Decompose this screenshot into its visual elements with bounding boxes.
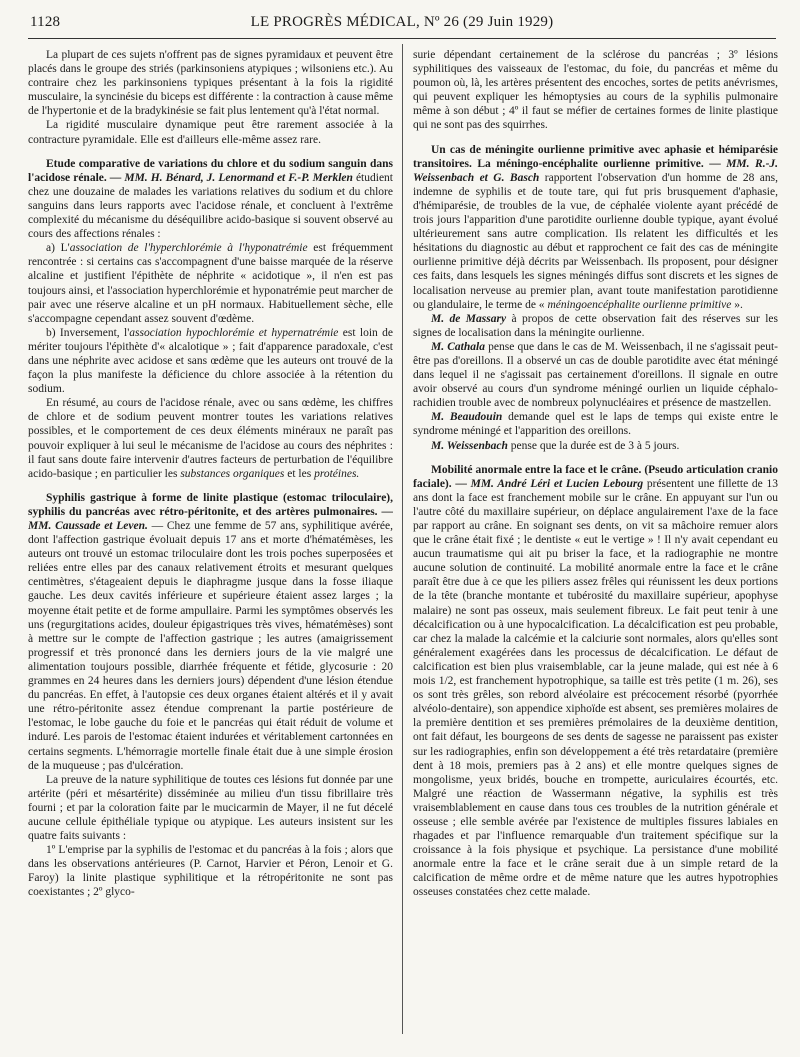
section-text: étudient chez une douzaine de malades les variations relatives du sodium et du chlore sanguins dans leurs rapports avec l'acidose rénale, et concluent à l'extrême complexité du mécanisme du déséquilibre acido-basique si souvent observé au cours des affections rénales : [28, 171, 393, 241]
section-authors: MM. H. Bénard, J. Lenormand et F.-P. Merklen [124, 171, 353, 184]
section-title: Mobilité anormale entre la face et le crâne. (Pseudo articulation cranio faciale). — [413, 463, 778, 490]
section-mobilite-anormale [413, 463, 778, 900]
paragraph: surie dépendant certainement de la sclérose du pancréas ; 3º lésions syphilitiques des vaisseaux de l'estomac, du foie, du pancréas et même du poumon où, là, les artères présentent des encoches, sortes de petits anévrismes, qui peuvent expliquer les hémoptysies au cours de la syphilis pulmonaire même à son début ; 4º il faut se méfier de certaines formes de linite plastique qui ne sont pas des squirrhes. [413, 49, 778, 132]
section-syphilis-gastrique [28, 491, 393, 773]
section-text: — Chez une femme de 57 ans, syphilitique avérée, dont l'affection gastrique évoluait depuis 17 ans et morte d'hématémèses, les auteurs ont trouvé un estomac triloculaire dont les trois poches superposées et reliées entre elles par des canaux relativement étroits et mesurant quelques centimètres, s'étageaient depuis le diaphragme jusque dans la fosse iliaque gauche. Les deux cavités inférieure et supérieure étaient assez larges ; la moyenne était petite et de forme ampullaire. Parmi les symptômes observés les uns (regurgitations acides, douleur épigastriques très vives, hématémèses) sont à mettre sur le compte de l'affection gastrique ; les autres (amaigrissement progressif et très prononcé dans les derniers jours de la vie malgré une alimentation toujours possible, diarrhée fréquente et fétide, glycosurie : 20 grammes en 24 heures dans les derniers jours) dépendent d'une lésion étendue du pancréas. En effet, à l'autopsie ces deux organes étaient altérés et il y avait une rétro-péritonite assez étendue comprenant la partie postérieure de l'estomac, le lobe gauche du foie et le pancréas qui était réduit de volume et induré. Les parois de l'estomac étaient indurées et véritablement cartonnées en certains segments. L'hémorragie mortelle finale était due à une simple érosion de la muqueuse ; pas d'ulcération. [28, 520, 393, 772]
section-text: rapportent l'observation d'un homme de 28 ans, indemne de syphilis et de toute tare, qui fut pris brusquement d'aphasie, d'hémiparésie, de troubles de la vue, de céphalée violente ayant précédé de trois jours l'apparition d'une parotidite ourlienne double typique, ayant évolué ultérieurement sans autre complication. Ils relatent les difficultés et les hésitations du diagnostic au début et rapprochent ce fait des cas de méningite ourlienne primitive déjà décrits par Weissenbach. Ils proposent, pour désigner ces faits, dans lesquels les signes méningés diffus sont discrets et les signes de localisation nerveuse au premier plan, avant toute manifestation parotidienne ou glandulaire, le terme de « [413, 171, 778, 311]
paragraph: 1º L'emprise par la syphilis de l'estomac et du pancréas à la fois ; alors que dans les observations antérieures (P. Carnot, Harvier et Péron, Lenoir et G. Faroy) la linite plastique syphilitique et la rétropéritonite ne sont pas coexistantes ; 2º glyco- [28, 844, 393, 899]
discussion-paragraph: M. Weissenbach pense que la durée est de 3 à 5 jours. [431, 439, 680, 452]
page-number: 1128 [30, 14, 61, 30]
section-title: Syphilis gastrique à forme de linite plastique (estomac triloculaire), syphilis du pancréas avec rétro-péritonite, et des artères pulmonaires. — [28, 491, 393, 518]
section-text: présentent une fillette de 13 ans dont la face est franchement mobile sur le crâne. En appuyant sur l'un ou l'autre côté du maxillaire supérieur, on déplace angulairement l'axe de la face par rapport au crâne. En soignant ses dents, on vit sa mâchoire remuer alors que le crâne était fixé ; le dentiste « eut le vertige » ! Il n'y avait cependant eu aucun traumatisme qui ait pu briser la face, et la radiographie ne montre aucune solution de continuité. La mobilité anormale entre la face et le crâne paraît être due à ce que les piliers assez frêles qui réunissent les deux portions de la tête (branche montante et tubérosité du maxillaire supérieur, apophyse malaire) ne sont pas osseux, mais seulement fibreux. Le fait peut tenir à une décalcification ou à une hypocalcification. La décalcification est peu probable, car chez la malade la calcémie et la calciurie sont normales, alors qu'elles sont généralement exagérées dans les processus de décalcification. Le défaut de calcification est bien plus vraisemblable, car la jeune malade, qui est née à 6 mois 1/2, est franchement hypotrophique, sa taille est très petite (1 m. 26), ses os sont très grêles, son rebord alvéolaire est précocement résorbé (pyorrhée alvéolo-dentaire), son appendice xiphoïde est absent, ses premières molaires de la première dentition et ses premières prémolaires de la deuxième dentition, ont fait défaut, les bourgeons de ses dents de sagesse ne paraissent pas exister sur les radiographies, enfin son développement a été très retardataire (première dent à 18 mois, premiers pas à 2 ans) et elle montre quelques signes de mongolisme, yeux bridés, bouche en trompette, auriculaires écourtés, etc. Malgré une réaction de Wassermann négative, la syphilis est très vraisemblablement en cause dans tous ces troubles de la nutrition générale et osseuse ; elle semble avérée par l'existence de multiples fissures labiales en rhagades et par l'influence remarquable d'un traitement spécifique sur la croissance à la fois physique et psychique. La persistance d'une mobilité anormale entre la face et le crâne serait due à un simple retard de la calcification de même ordre et de même nature que les autres hypotrophies osseuses constatées chez cette malade. [413, 477, 778, 899]
paragraph: b) Inversement, l'association hypochlorémie et hypernatrémie est loin de mériter toujours l'épithète d'« alcalotique » ; fait d'apparence paradoxale, c'est dans une néphrite avec acidose et sans œdème que les auteurs ont trouvé de la façon la plus manifeste la déficience du chlore associée à la rétention du sodium. [28, 326, 393, 396]
page-header [30, 12, 774, 34]
paragraph: a) L'association de l'hyperchlorémie à l'hyponatrémie est fréquemment rencontrée : si certains cas s'accompagnent d'une baisse marquée de la réserve alcaline et justifient l'épithète de néphrite « acidotique », il n'en est pas toujours ainsi, et l'association hyperchlorémie et hyponatrémie peut marcher de pair avec une réserve alcaline et un pH normaux. Habituellement sèche, elle s'accompagne cependant assez souvent d'œdème. [28, 242, 393, 325]
section-title: Un cas de méningite ourlienne primitive avec aphasie et hémiparésie transitoires. La méningo-encéphalite ourlienne primitive. — [413, 143, 778, 170]
paragraph: La rigidité musculaire dynamique peut être rarement associée à la contracture pyramidale. Elle est d'ailleurs elle-même assez rare. [28, 119, 393, 146]
speaker-name: M. de Massary [431, 312, 507, 325]
section-authors: MM. Caussade et Leven. [28, 520, 148, 532]
left-column [28, 48, 393, 1038]
section-title: Etude comparative de variations du chlore et du sodium sanguin dans l'acidose rénale. — [28, 157, 393, 184]
speaker-name: M. Beaudouin [431, 411, 503, 424]
paragraph: La preuve de la nature syphilitique de toutes ces lésions fut donnée par une artérite (péri et mésartérite) disséminée au milieu d'un tissu fibrillaire très fourni ; et par la coloration faite par le mucicarmin de Mayer, il ne fut décelé aucune cellule épithéliale typique ou atypique. Les auteurs insistent sur les quatre faits suivants : [28, 773, 393, 843]
paragraph: En résumé, au cours de l'acidose rénale, avec ou sans œdème, les chiffres de chlore et de sodium peuvent montrer toutes les variations relatives possibles, et le comportement de ces deux éléments minéraux ne paraît pas pouvoir expliquer à lui seul le mécanisme de l'acidose au cours des néphrites : il faut sans doute faire intervenir d'autres facteurs de perturbation de l'équilibre acido-basique ; en particulier les substances organiques et les protéines. [28, 397, 393, 480]
speaker-name: M. Weissenbach [431, 439, 508, 452]
discussion-paragraph: M. de Massary à propos de cette observation fait des réserves sur les signes de localisation dans la méningite ourlienne. [413, 312, 778, 339]
discussion-paragraph: M. Beaudouin demande quel est le laps de temps qui existe entre le syndrome méningé et l'apparition des oreillons. [413, 411, 778, 438]
speaker-name: M. Cathala [431, 340, 485, 353]
running-title: LE PROGRÈS MÉDICAL, Nº 26 (29 Juin 1929) [250, 14, 554, 30]
section-acidose-renale [28, 157, 393, 242]
section-meningite-ourlienne: Un cas de méningite ourlienne primitive avec aphasie et hémiparésie transitoires. La méningo-encéphalite ourlienne primitive. — MM. R.-J. Weissenbach et G. Basch rapportent l'observation d'un homme de 28 ans, indemne de syphilis et de toute tare, qui fut pris brusquement d'aphasie, d'hémiparésie, de troubles de la vue, de céphalée violente ayant précédé de trois jours l'apparition d'une parotidite ourlienne double typique, ayant évolué ultérieurement sans autre complication. Ils relatent les difficultés et les hésitations du diagnostic au début et rapprochent ce fait des cas de méningite ourlienne primitive déjà décrits par Weissenbach. Ils proposent, pour désigner ces faits, dans lesquels les signes méningés diffus sont discrets et les signes de localisation nerveuse au premier plan, avant toute manifestation parotidienne ou glandulaire, le terme de « méningoencéphalite ourlienne primitive ». [413, 143, 778, 311]
proposed-term: méningoencéphalite ourlienne primitive [547, 298, 732, 311]
column-divider [402, 44, 403, 1034]
header-rule [28, 38, 776, 39]
paragraph: La plupart de ces sujets n'offrent pas de signes pyramidaux et peuvent être placés dans le groupe des striés (parkinsoniens atypiques ; wilsoniens etc.). Au contraire chez les parkinsoniens typiques présentant à la fois la rigidité musculaire, la syncinésie du biceps est différente : la contraction à cause même de l'hypertonie et de la bradykinésie se fait plus lentement qu'à l'état normal. [28, 49, 393, 118]
section-authors: MM. André Léri et Lucien Lebourg [470, 477, 644, 490]
right-column [413, 48, 778, 1038]
discussion-paragraph: M. Cathala pense que dans le cas de M. Weissenbach, il ne s'agissait peut-être pas d'oreillons. Il a observé un cas de double parotidite avec état méningé dans lequel il ne s'agissait pas certainement d'oreillons. Il signale en outre avoir observé au cours d'un syndrome méningé ourlien un liquide céphalo-rachidien trouble avec de nombreux polynucléaires et présence de mastzellen. [413, 340, 778, 410]
section-authors: MM. R.-J. Weissenbach et G. Basch [413, 157, 778, 184]
